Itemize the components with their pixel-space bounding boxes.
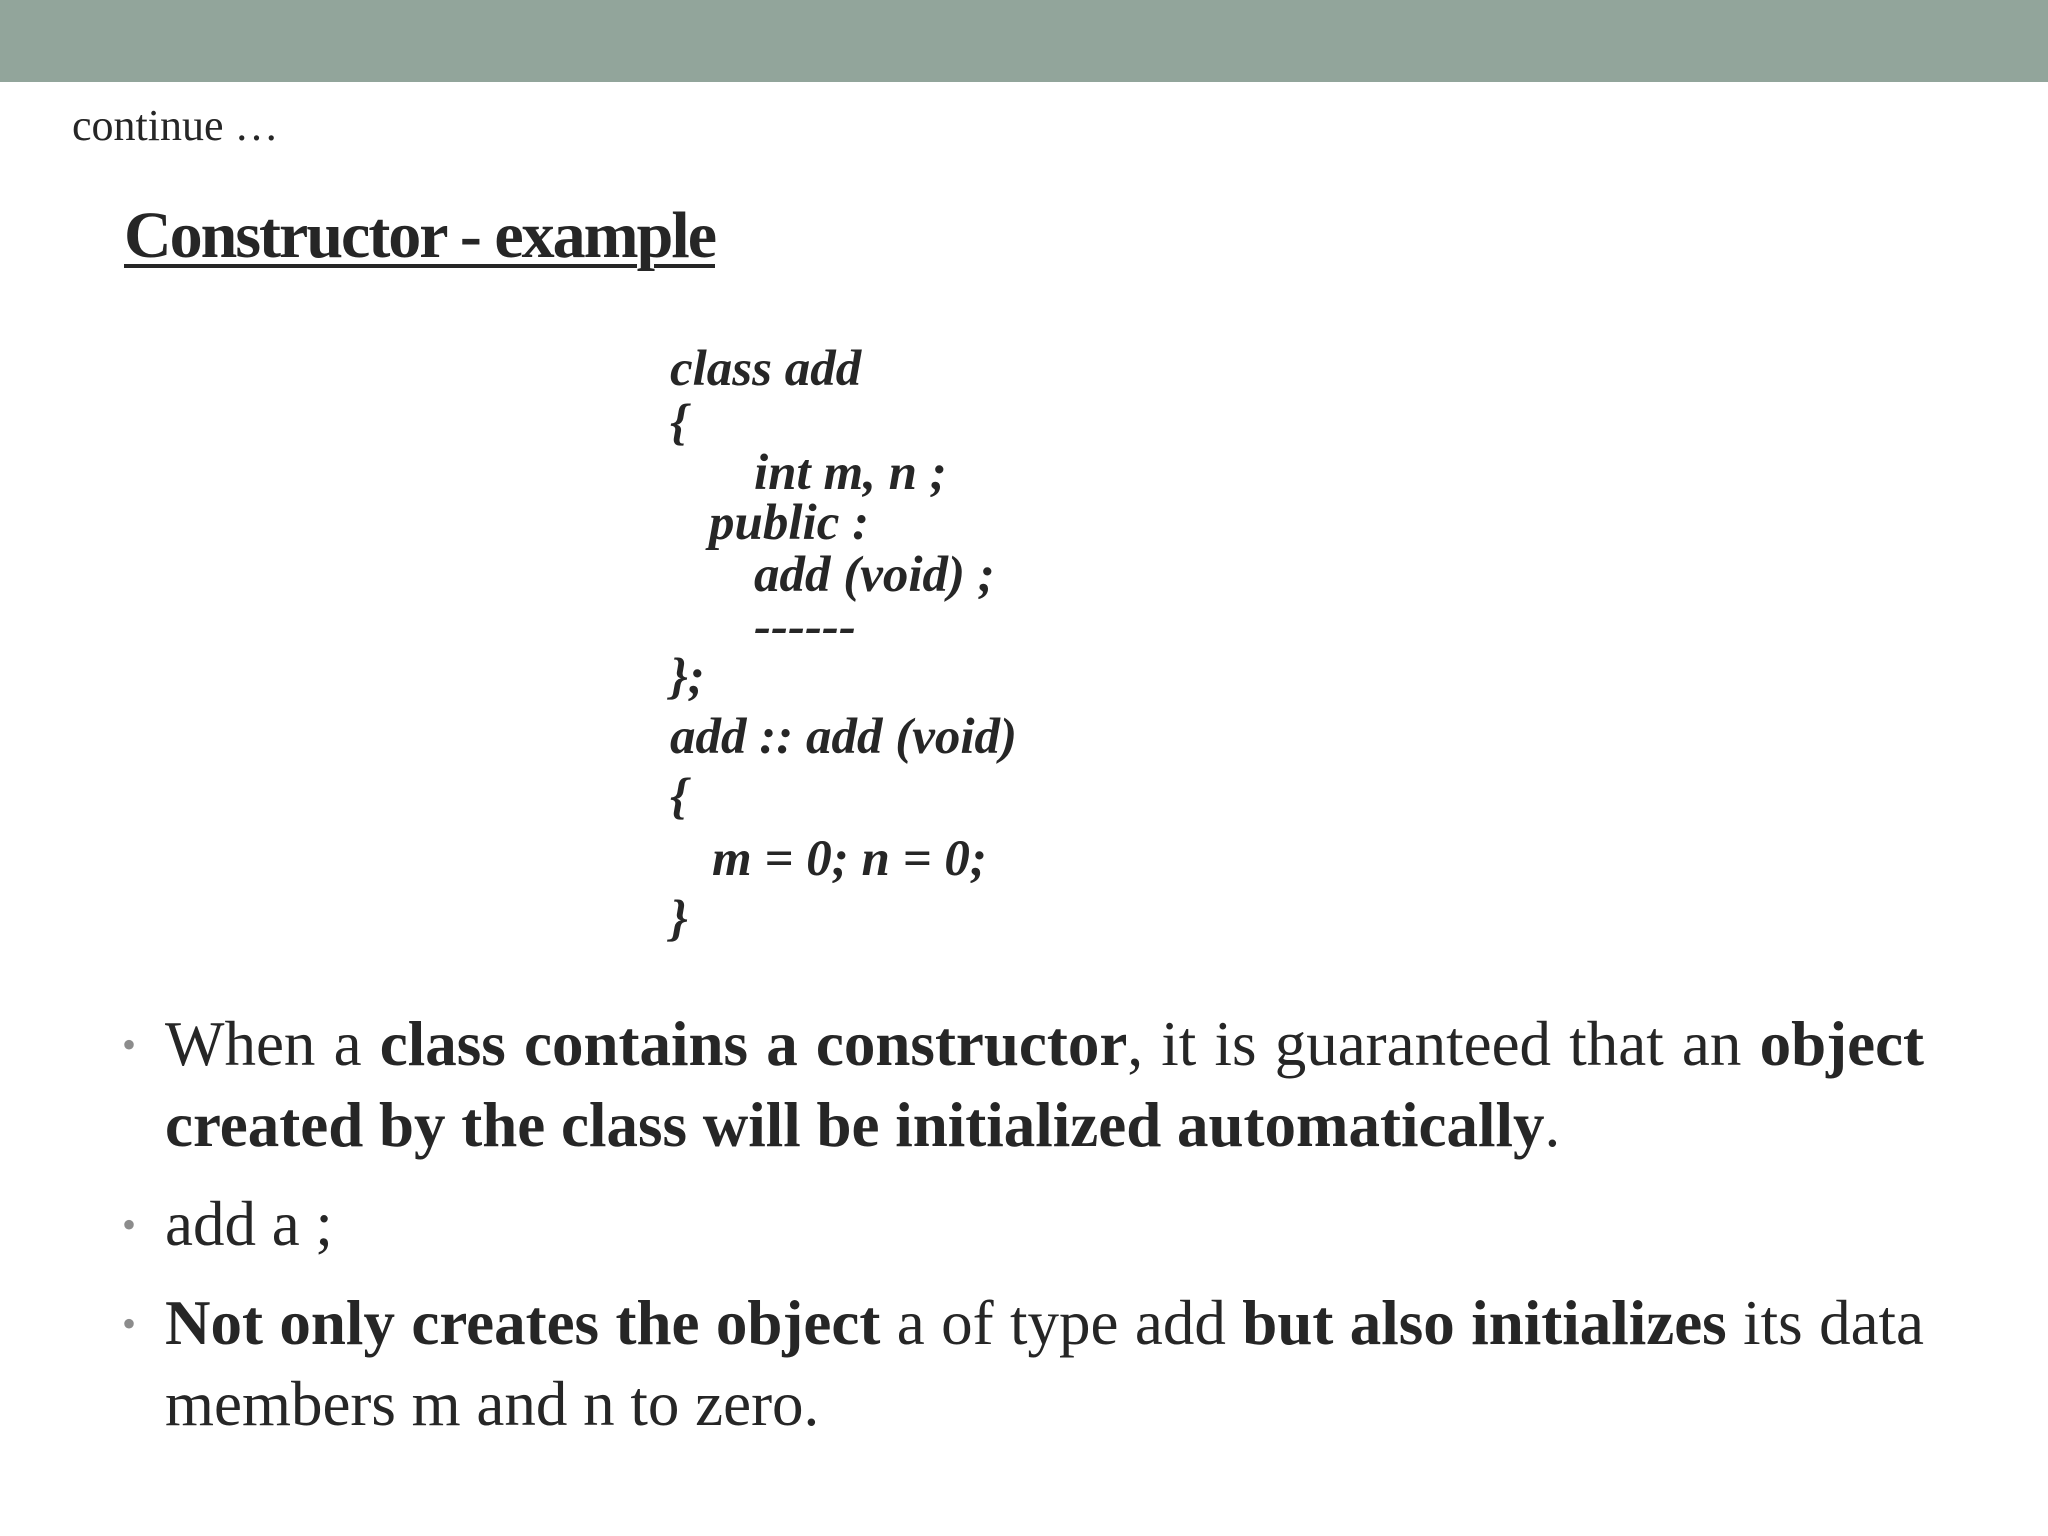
code-line-1: class add <box>670 341 862 397</box>
top-banner-bar <box>0 0 2048 82</box>
continue-label: continue … <box>72 101 279 150</box>
bullet-bold-text: but also initializes <box>1242 1288 1727 1358</box>
bullet-text: , it is guaranteed that an <box>1127 1009 1760 1079</box>
bullet-item-initialization <box>122 1283 1924 1445</box>
code-line-10: m = 0; n = 0; <box>712 831 987 887</box>
code-line-9: { <box>670 769 688 825</box>
code-line-2: { <box>670 395 688 451</box>
bullet-text: its data members m and n to zero. <box>165 1288 1924 1439</box>
bullet-item-constructor-guarantee <box>122 1004 1924 1166</box>
code-line-8: add :: add (void) <box>670 709 1017 765</box>
bullet-marker: • <box>122 1022 137 1067</box>
bullet-item-declaration <box>122 1184 1924 1265</box>
code-line-3: int m, n ; <box>754 445 947 501</box>
code-line-7: }; <box>670 649 705 705</box>
bullet-bold-text: object created by the class will be initialized automatically <box>165 1009 1925 1160</box>
slide-title: Constructor - example <box>124 199 715 272</box>
code-line-6: ------ <box>754 599 856 655</box>
bullet-text: a of type add <box>880 1288 1243 1358</box>
bullet-list <box>122 1004 1924 1445</box>
bullet-bold-text: Not only creates the object <box>165 1288 881 1358</box>
bullet-marker: • <box>122 1301 137 1346</box>
bullet-marker: • <box>122 1202 137 1247</box>
code-line-11: } <box>670 891 688 947</box>
bullet-bold-text: class contains a constructor <box>379 1009 1128 1079</box>
code-line-5: add (void) ; <box>754 547 995 603</box>
bullet-text: When a <box>165 1009 380 1079</box>
bullet-text: . <box>1544 1090 1561 1160</box>
bullet-text: add a ; <box>165 1189 333 1259</box>
code-line-4: public : <box>709 495 870 551</box>
